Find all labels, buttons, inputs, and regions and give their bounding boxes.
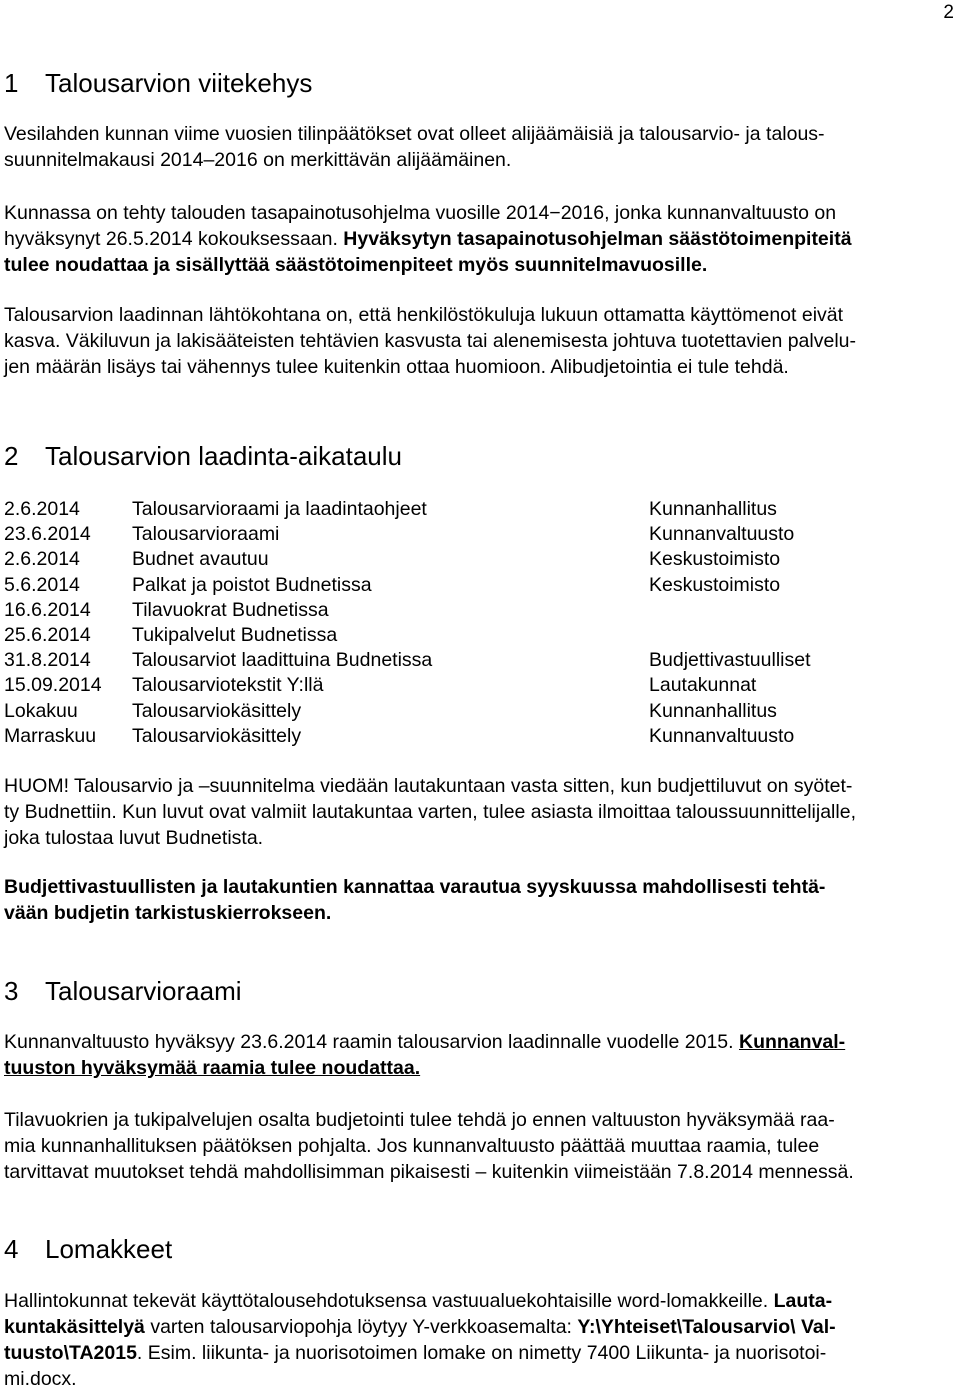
bold-text-run: Hyväksytyn tasapainotusohjelman säästötoimenpiteitä [343,228,852,250]
text-line [4,1288,954,1314]
section-4-heading [4,1234,172,1265]
section-number: 4 [4,1234,19,1264]
schedule-responsible: Budjettivastuulliset [649,649,811,672]
bold-underlined-text: Kunnanval- [739,1031,846,1053]
section-title: Talousarvion viitekehys [45,68,313,98]
bold-text-run: kuntakäsittelyä [4,1316,145,1338]
schedule-responsible: Lautakunnat [649,674,757,697]
section-3-heading [4,976,242,1007]
text-line: HUOM! Talousarvio ja –suunnitelma viedään lautakuntaan vasta sitten, kun budjettiluvut on syötet- [4,775,853,797]
text-line: tarvittavat muutokset tehdä mahdollisimman pikaisesti – kuitenkin viimeistään 7.8.2014 mennessä. [4,1161,854,1183]
schedule-row [4,724,944,749]
text-run: . Esim. liikunta- ja nuorisotoimen lomake on nimetty 7400 Liikunta- ja nuorisotoi- [136,1342,827,1364]
text-line [4,226,954,252]
schedule-date: 31.8.2014 [4,649,91,672]
schedule-row [4,573,944,598]
schedule-task: Palkat ja poistot Budnetissa [132,573,372,596]
schedule-row [4,623,944,648]
schedule-row [4,699,944,724]
schedule-date: 23.6.2014 [4,523,91,546]
schedule-date: 2.6.2014 [4,498,80,520]
schedule-date: 16.6.2014 [4,598,91,621]
schedule-row [4,598,944,623]
paragraph-rents-support [4,1107,954,1185]
schedule-task: Budnet avautuu [132,548,269,571]
section-number: 2 [4,441,19,471]
text-line: Vesilahden kunnan viime vuosien tilinpäätökset ovat olleet alijäämäisiä ja talousarvio- ja talous- [4,123,825,145]
bold-text-line: Budjettivastuullisten ja lautakuntien kannattaa varautua syyskuussa mahdollisesti tehtä- [4,876,826,898]
text-line: Tilavuokrien ja tukipalvelujen osalta budjetointi tulee tehdä jo ennen valtuuston hyväksymää raa- [4,1109,835,1131]
schedule-task: Tilavuokrat Budnetissa [132,598,329,621]
text-run: hyväksynyt 26.5.2014 kokouksessaan. [4,228,344,250]
text-line: ty Budnettiin. Kun luvut ovat valmiit lautakuntaa varten, tulee asiasta ilmoittaa taloussuunnittelijalle, [4,801,856,823]
schedule-task: Talousarviokäsittely [132,699,302,722]
text-line [4,1340,954,1366]
section-title: Lomakkeet [45,1234,173,1264]
schedule-responsible: Keskustoimisto [649,573,781,596]
section-title: Talousarvioraami [45,976,242,1006]
section-title: Talousarvion laadinta-aikataulu [45,441,403,471]
bold-text-line: tulee noudattaa ja sisällyttää säästötoimenpiteet myös suunnitelmavuosille. [4,254,708,276]
section-number: 1 [4,68,19,98]
section-1-heading [4,68,312,99]
schedule-responsible: Kunnanvaltuusto [649,523,795,546]
text-run: Hallintokunnat tekevät käyttötalousehdotuksensa vastuualuekohtaisille word-lomakkeille. [4,1290,774,1312]
page-number: 2 [943,2,954,23]
text-run: Kunnanvaltuusto hyväksyy 23.6.2014 raamin talousarvion laadinnalle vuodelle 2015. [4,1031,739,1053]
paragraph-deficit [4,121,954,173]
text-line: joka tulostaa luvut Budnetista. [4,827,264,849]
paragraph-starting-point [4,302,954,380]
schedule-date: Lokakuu [4,699,78,722]
bold-text-run: Lauta- [773,1290,833,1312]
text-line: Talousarvion laadinnan lähtökohtana on, että henkilöstökuluja lukuun ottamatta käyttömenot eivät [4,304,844,326]
text-line: jen määrän lisäys tai vähennys tulee kuitenkin ottaa huomioon. Alibudjetointia ei tule tehdä. [4,356,789,378]
schedule-row [4,497,944,522]
schedule-date: Marraskuu [4,724,97,747]
schedule-task: Talousarvioraami ja laadintaohjeet [132,498,427,520]
schedule-date: 2.6.2014 [4,548,80,571]
schedule-task: Talousarviotekstit Y:llä [132,674,324,697]
text-line: mi.docx. [4,1368,77,1390]
schedule-responsible: Kunnanhallitus [649,498,777,520]
paragraph-framework [4,1029,954,1081]
text-line: Kunnassa on tehty talouden tasapainotusohjelma vuosille 2014−2016, jonka kunnanvaltuusto on [4,202,837,224]
section-number: 3 [4,976,19,1006]
text-run: varten talousarviopohja löytyy Y-verkkoasemalta: [144,1316,578,1338]
text-line [4,1314,954,1340]
schedule-table [4,497,944,749]
schedule-date: 25.6.2014 [4,623,91,646]
file-path: tuusto\TA2015 [4,1342,137,1364]
paragraph-bold-note [4,874,954,926]
schedule-row [4,648,944,673]
schedule-responsible: Keskustoimisto [649,548,781,571]
schedule-date: 5.6.2014 [4,573,80,596]
schedule-responsible: Kunnanhallitus [649,699,777,722]
schedule-date: 15.09.2014 [4,674,102,697]
schedule-responsible: Kunnanvaltuusto [649,724,795,747]
paragraph-huom [4,773,954,851]
text-line: kasva. Väkiluvun ja lakisääteisten tehtävien kasvusta tai alenemisesta johtuva tuotettavien palvelu- [4,330,856,352]
paragraph-balancing-program [4,200,954,278]
schedule-row [4,673,944,698]
paragraph-forms [4,1288,954,1392]
text-line: mia kunnanhallituksen päätöksen pohjalta. Jos kunnanvaltuusto päättää muuttaa raamia, tulee [4,1135,820,1157]
schedule-task: Talousarviokäsittely [132,724,302,747]
schedule-row [4,522,944,547]
schedule-task: Talousarviot laadittuina Budnetissa [132,649,433,672]
bold-underlined-text: tuuston hyväksymää raamia tulee noudattaa. [4,1057,421,1079]
section-2-heading [4,441,402,472]
schedule-task: Talousarvioraami [132,523,280,546]
text-line [4,1029,954,1055]
text-line: suunnitelmakausi 2014–2016 on merkittävän alijäämäinen. [4,149,512,171]
file-path: Y:\Yhteiset\Talousarvio\ Val- [577,1316,836,1338]
schedule-task: Tukipalvelut Budnetissa [132,623,338,646]
bold-text-line: vään budjetin tarkistuskierrokseen. [4,902,332,924]
schedule-row [4,547,944,572]
